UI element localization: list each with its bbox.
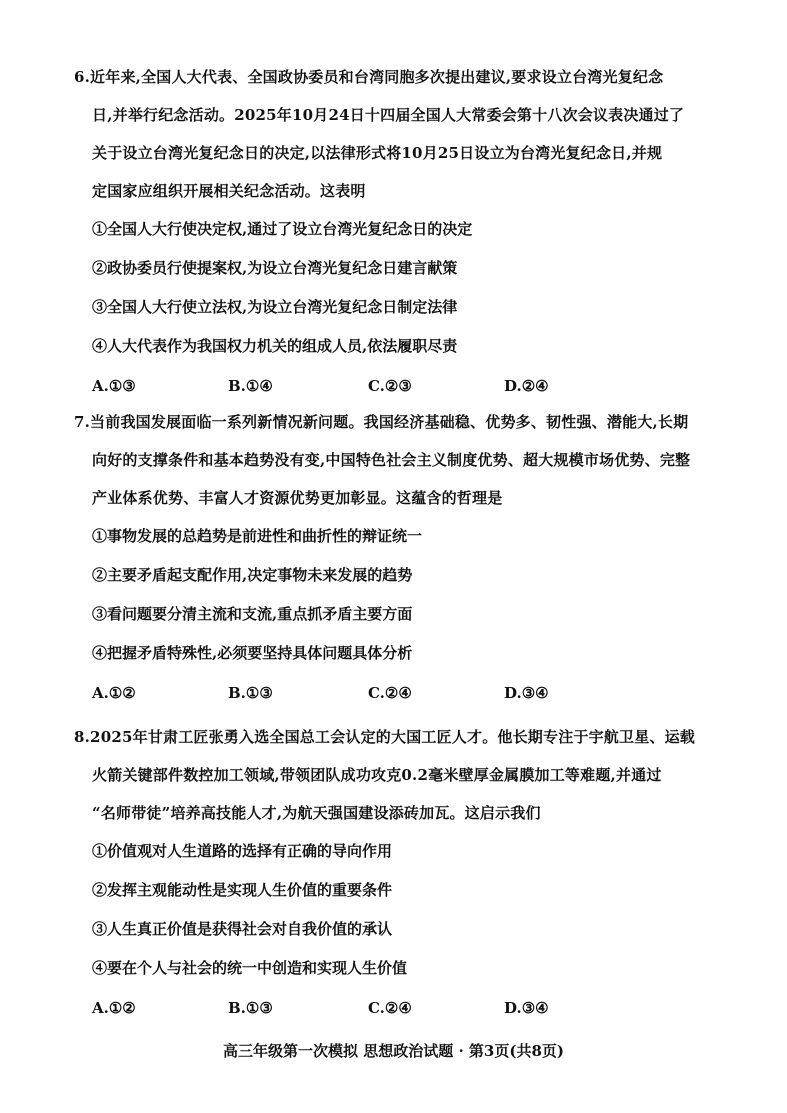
question-7-options [92,673,722,713]
question-6 [74,58,722,406]
question-8 [74,718,722,1028]
question-8-statement-2: ②发挥主观能动性是实现人生价值的重要条件 [92,881,393,899]
question-6-option-b[interactable]: B.①④ [228,377,273,395]
question-7 [74,403,722,713]
question-8-option-d[interactable]: D.③④ [504,999,549,1017]
question-7-stem-line-2: 向好的支撑条件和基本趋势没有变,中国特色社会主义制度优势、超大规模市场优势、完整 [92,451,691,469]
question-7-option-d[interactable]: D.③④ [504,684,549,702]
question-7-statement-4: ④把握矛盾特殊性,必须要坚持具体问题具体分析 [92,644,413,662]
question-6-options [92,366,722,406]
question-8-option-a[interactable]: A.①② [92,999,136,1017]
question-8-stem-line-1: 8.2025年甘肃工匠张勇入选全国总工会认定的大国工匠人才。他长期专注于宇航卫星、运载 [74,728,696,746]
question-6-statement-1: ①全国人大行使决定权,通过了设立台湾光复纪念日的决定 [92,220,473,238]
question-8-statement-3: ③人生真正价值是获得社会对自我价值的承认 [92,920,393,938]
question-6-option-c[interactable]: C.②③ [368,377,412,395]
question-7-statement-2: ②主要矛盾起支配作用,决定事物未来发展的趋势 [92,566,413,584]
question-7-statement-3: ③看问题要分清主流和支流,重点抓矛盾主要方面 [92,605,413,623]
question-6-stem-line-1: 6.近年来,全国人大代表、全国政协委员和台湾同胞多次提出建议,要求设立台湾光复纪念 [74,68,664,86]
question-8-statement-1: ①价值观对人生道路的选择有正确的导向作用 [92,842,393,860]
question-7-stem-line-1: 7.当前我国发展面临一系列新情况新问题。我国经济基础稳、优势多、韧性强、潜能大,长期 [74,413,689,431]
question-8-option-c[interactable]: C.②④ [368,999,412,1017]
question-7-option-c[interactable]: C.②④ [368,684,412,702]
question-8-option-b[interactable]: B.①③ [228,999,273,1017]
question-6-option-d[interactable]: D.②④ [504,377,549,395]
question-8-stem-line-2: 火箭关键部件数控加工领域,带领团队成功攻克0.2毫米壁厚金属膜加工等难题,并通过 [92,766,662,784]
question-8-statement-4: ④要在个人与社会的统一中创造和实现人生价值 [92,959,408,977]
question-7-option-a[interactable]: A.①② [92,684,136,702]
question-6-statement-2: ②政协委员行使提案权,为设立台湾光复纪念日建言献策 [92,259,458,277]
question-6-option-a[interactable]: A.①③ [92,377,136,395]
question-6-stem-line-4: 定国家应组织开展相关纪念活动。这表明 [92,182,366,200]
question-6-stem-line-3: 关于设立台湾光复纪念日的决定,以法律形式将10月25日设立为台湾光复纪念日,并规 [92,144,663,162]
question-7-stem-line-3: 产业体系优势、丰富人才资源优势更加彰显。这蕴含的哲理是 [92,489,503,507]
question-8-stem-line-3: “名师带徒”培养高技能人才,为航天强国建设添砖加瓦。这启示我们 [92,804,541,822]
question-6-statement-3: ③全国人大行使立法权,为设立台湾光复纪念日制定法律 [92,298,458,316]
question-8-options [92,988,722,1028]
question-6-stem-line-2: 日,并举行纪念活动。2025年10月24日十四届全国人大常委会第十八次会议表决通过了 [92,106,685,124]
question-7-option-b[interactable]: B.①③ [228,684,273,702]
question-6-statement-4: ④人大代表作为我国权力机关的组成人员,依法履职尽责 [92,337,458,355]
question-7-statement-1: ①事物发展的总趋势是前进性和曲折性的辩证统一 [92,527,423,545]
page-footer: 高三年级第一次模拟 思想政治试题 · 第3页(共8页) [223,1042,564,1060]
